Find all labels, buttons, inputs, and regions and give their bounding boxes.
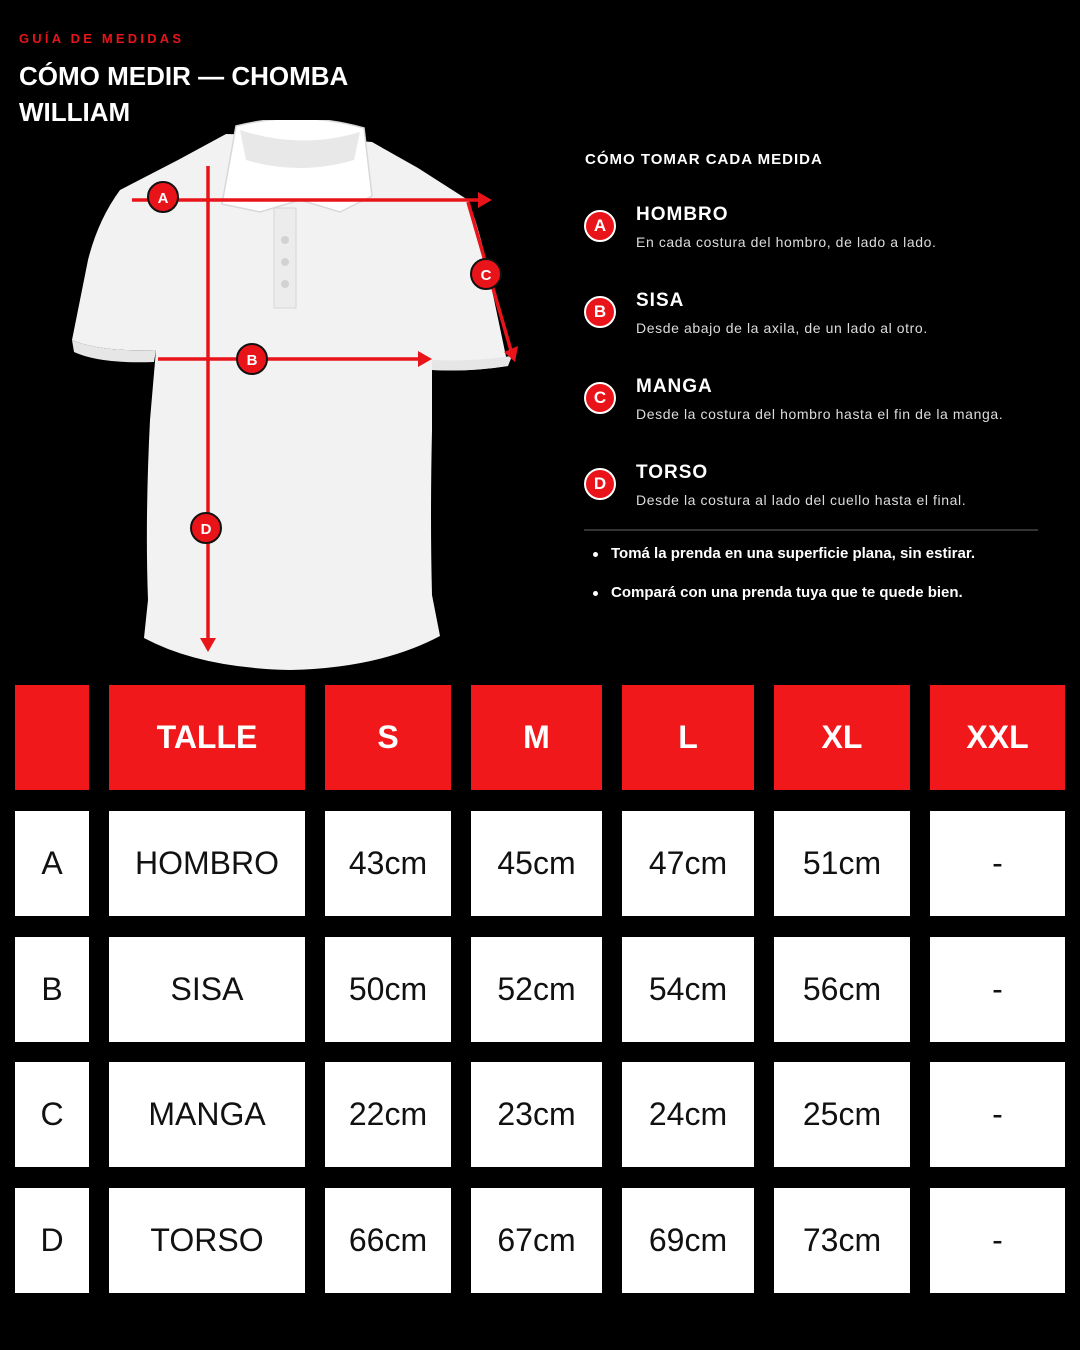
table-header-cell: M bbox=[471, 685, 602, 790]
eyebrow-label: GUÍA DE MEDIDAS bbox=[19, 31, 185, 46]
marker-d-label: D bbox=[200, 521, 212, 538]
step-b-title: SISA bbox=[636, 290, 685, 311]
table-cell: 67cm bbox=[471, 1188, 602, 1293]
table-cell: 56cm bbox=[774, 937, 910, 1042]
table-cell: 22cm bbox=[325, 1062, 451, 1167]
table-cell: D bbox=[15, 1188, 89, 1293]
table-header-cell: XXL bbox=[930, 685, 1065, 790]
table-cell: 43cm bbox=[325, 811, 451, 916]
table-cell: - bbox=[930, 811, 1065, 916]
table-header-cell: S bbox=[325, 685, 451, 790]
table-cell: A bbox=[15, 811, 89, 916]
table-cell: 51cm bbox=[774, 811, 910, 916]
table-cell: 52cm bbox=[471, 937, 602, 1042]
arrow-a bbox=[478, 192, 492, 208]
table-cell: 25cm bbox=[774, 1062, 910, 1167]
table-cell: 45cm bbox=[471, 811, 602, 916]
table-header-cell: TALLE bbox=[109, 685, 305, 790]
table-cell: 54cm bbox=[622, 937, 754, 1042]
table-cell: 47cm bbox=[622, 811, 754, 916]
button-2 bbox=[281, 258, 289, 266]
step-a-badge: A bbox=[584, 210, 616, 242]
table-cell: - bbox=[930, 937, 1065, 1042]
step-d bbox=[584, 460, 1064, 520]
button-3 bbox=[281, 280, 289, 288]
step-c bbox=[584, 374, 1064, 434]
table-cell: - bbox=[930, 1062, 1065, 1167]
step-b-badge: B bbox=[584, 296, 616, 328]
table-cell: 23cm bbox=[471, 1062, 602, 1167]
table-cell: TORSO bbox=[109, 1188, 305, 1293]
step-d-title: TORSO bbox=[636, 462, 709, 483]
table-header-cell: XL bbox=[774, 685, 910, 790]
table-cell: 73cm bbox=[774, 1188, 910, 1293]
step-a-title: HOMBRO bbox=[636, 204, 729, 225]
table-cell: SISA bbox=[109, 937, 305, 1042]
step-c-desc: Desde la costura del hombro hasta el fin de la manga. bbox=[636, 406, 1004, 422]
table-cell: B bbox=[15, 937, 89, 1042]
table-cell: 66cm bbox=[325, 1188, 451, 1293]
table-cell: C bbox=[15, 1062, 89, 1167]
step-a bbox=[584, 202, 1064, 262]
table-cell: 69cm bbox=[622, 1188, 754, 1293]
divider bbox=[584, 529, 1038, 531]
table-cell: HOMBRO bbox=[109, 811, 305, 916]
marker-a-label: A bbox=[157, 190, 169, 207]
table-cell: 24cm bbox=[622, 1062, 754, 1167]
step-a-desc: En cada costura del hombro, de lado a lado. bbox=[636, 234, 937, 250]
instructions-heading: CÓMO TOMAR CADA MEDIDA bbox=[585, 151, 823, 168]
marker-b-label: B bbox=[246, 352, 258, 369]
button-1 bbox=[281, 236, 289, 244]
table-cell: MANGA bbox=[109, 1062, 305, 1167]
step-b-desc: Desde abajo de la axila, de un lado al otro. bbox=[636, 320, 928, 336]
table-cell: - bbox=[930, 1188, 1065, 1293]
step-b bbox=[584, 288, 1064, 348]
marker-c-label: C bbox=[480, 267, 492, 284]
table-header-cell bbox=[15, 685, 89, 790]
table-header-cell: L bbox=[622, 685, 754, 790]
tips-list bbox=[593, 544, 975, 622]
tip-item: Compará con una prenda tuya que te quede bien. bbox=[593, 583, 975, 622]
polo-shirt-illustration bbox=[60, 120, 540, 680]
page-title: CÓMO MEDIR — CHOMBA WILLIAM bbox=[19, 61, 348, 127]
table-cell: 50cm bbox=[325, 937, 451, 1042]
tip-item: Tomá la prenda en una superficie plana, sin estirar. bbox=[593, 544, 975, 583]
step-c-title: MANGA bbox=[636, 376, 713, 397]
step-d-badge: D bbox=[584, 468, 616, 500]
step-c-badge: C bbox=[584, 382, 616, 414]
step-d-desc: Desde la costura al lado del cuello hasta el final. bbox=[636, 492, 967, 508]
